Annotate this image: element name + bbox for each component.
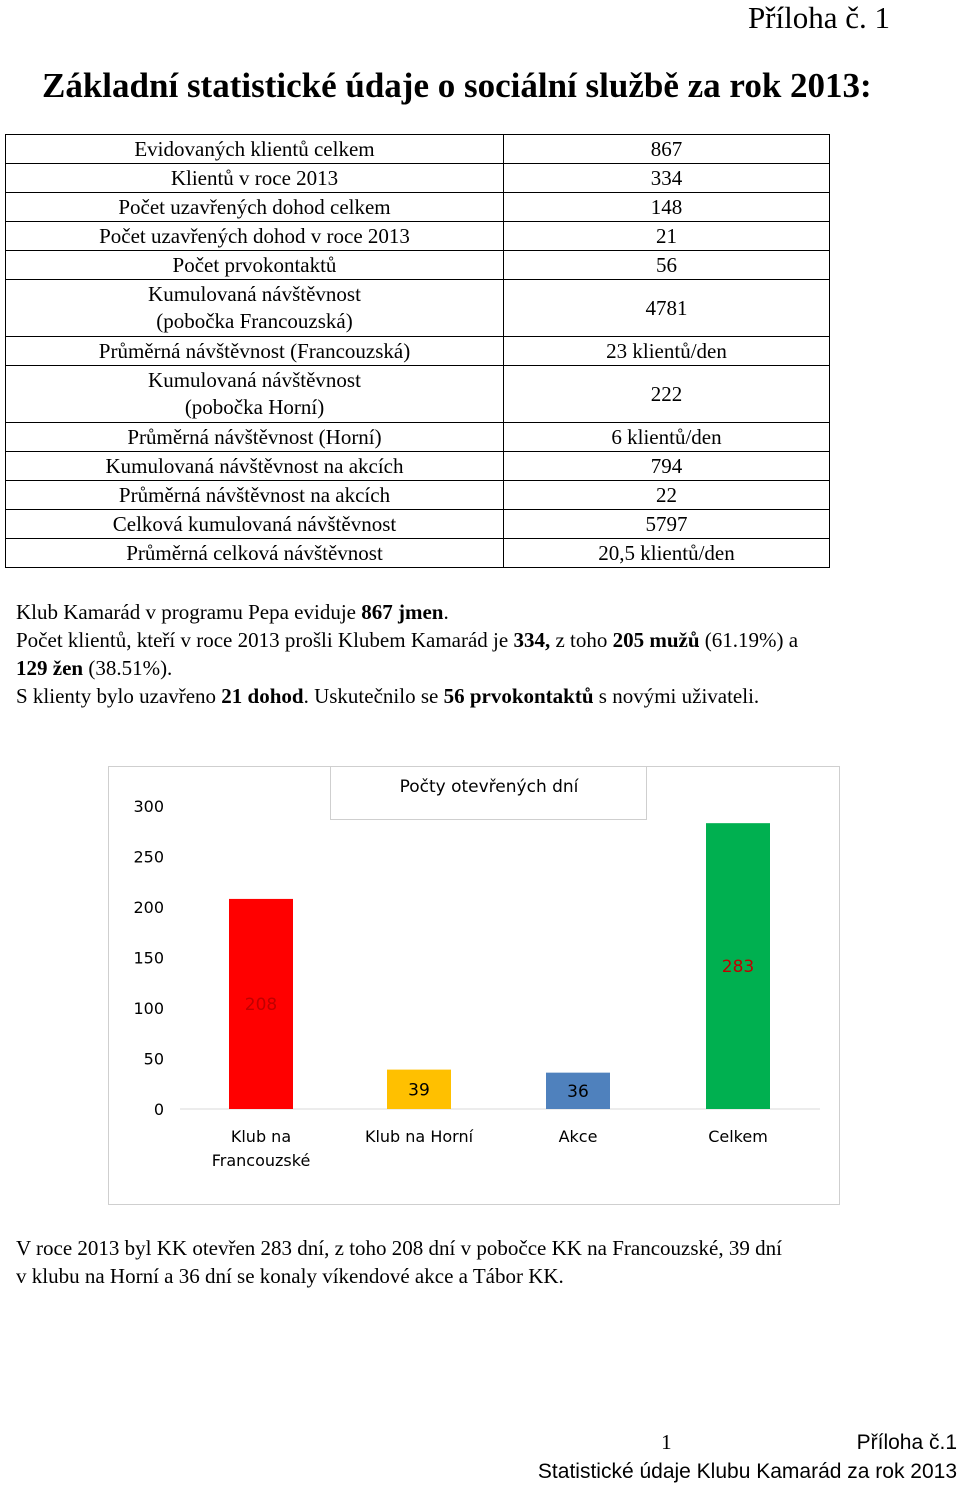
stats-value: 148 — [504, 193, 830, 222]
category-label: Klub na Horní — [364, 1127, 474, 1146]
stats-value: 21 — [504, 222, 830, 251]
bar-value-label: 36 — [567, 1081, 589, 1102]
stats-label: Kumulovaná návštěvnost na akcích — [6, 452, 504, 481]
stats-label: Průměrná návštěvnost na akcích — [6, 481, 504, 510]
summary-line-2: Počet klientů, kteří v roce 2013 prošli Klubem Kamarád je 334, z toho 205 mužů (61.19%) a — [16, 628, 799, 652]
stats-value: 23 klientů/den — [504, 337, 830, 366]
bar-value-label: 208 — [244, 994, 278, 1015]
stats-label: Počet prvokontaktů — [6, 251, 504, 280]
stats-label: Evidovaných klientů celkem — [6, 135, 504, 164]
stats-label: Průměrná návštěvnost (Francouzská) — [6, 337, 504, 366]
y-tick-label: 50 — [143, 1049, 164, 1069]
stats-value: 56 — [504, 251, 830, 280]
stats-label: Počet uzavřených dohod v roce 2013 — [6, 222, 504, 251]
summary-line-3: 129 žen (38.51%). — [16, 656, 173, 680]
y-tick-label: 300 — [133, 797, 164, 816]
y-tick-label: 100 — [133, 999, 164, 1018]
stats-label: Klientů v roce 2013 — [6, 164, 504, 193]
stats-label: Průměrná celková návštěvnost — [6, 539, 504, 568]
page-title: Základní statistické údaje o sociální službě za rok 2013: — [42, 66, 872, 105]
page-footer — [538, 1428, 957, 1486]
footer-subtitle: Statistické údaje Klubu Kamarád za rok 2013 — [537, 1460, 957, 1483]
stats-value: 20,5 klientů/den — [504, 539, 830, 568]
stats-value: 794 — [504, 452, 830, 481]
summary-line-4: S klienty bylo uzavřeno 21 dohod. Uskutečnilo se 56 prvokontaktů s novými uživateli. — [16, 684, 760, 708]
closing-line-2: v klubu na Horní a 36 dní se konaly víkendové akce a Tábor KK. — [16, 1264, 564, 1288]
stats-label: Počet uzavřených dohod celkem — [6, 193, 504, 222]
stats-label: Kumulovaná návštěvnost (pobočka Horní) — [6, 366, 504, 423]
summary-line-1: Klub Kamarád v programu Pepa eviduje 867 jmen. — [16, 600, 449, 624]
stats-value: 6 klientů/den — [504, 423, 830, 452]
stats-value: 867 — [504, 135, 830, 164]
y-tick-label: 250 — [133, 847, 164, 867]
category-label: Klub na — [230, 1127, 292, 1146]
closing-line-1: V roce 2013 byl KK otevřen 283 dní, z toho 208 dní v pobočce KK na Francouzské, 39 dní — [16, 1236, 782, 1260]
stats-label: Kumulovaná návštěvnost (pobočka Francouzská) — [6, 280, 504, 337]
category-label: Celkem — [708, 1127, 768, 1146]
y-tick-label: 0 — [153, 1100, 164, 1119]
page-number: 1 — [661, 1430, 672, 1454]
stats-value: 222 — [504, 366, 830, 423]
y-tick-label: 200 — [133, 898, 164, 917]
appendix-label: Příloha č. 1 — [747, 0, 890, 35]
bar-value-label: 283 — [721, 957, 755, 978]
category-label: Akce — [558, 1127, 598, 1146]
stats-value: 22 — [504, 481, 830, 510]
chart-title: Počty otevřených dní — [399, 777, 579, 797]
footer-appendix-label: Příloha č.1 — [856, 1431, 957, 1454]
bar-value-label: 39 — [408, 1080, 430, 1101]
stats-value: 4781 — [504, 280, 830, 337]
y-tick-label: 150 — [133, 948, 164, 968]
category-label: Francouzské — [211, 1151, 311, 1170]
stats-label: Průměrná návštěvnost (Horní) — [6, 423, 504, 452]
stats-value: 5797 — [504, 510, 830, 539]
stats-value: 334 — [504, 164, 830, 193]
closing-paragraph — [16, 1234, 946, 1290]
stats-label: Celková kumulovaná návštěvnost — [6, 510, 504, 539]
